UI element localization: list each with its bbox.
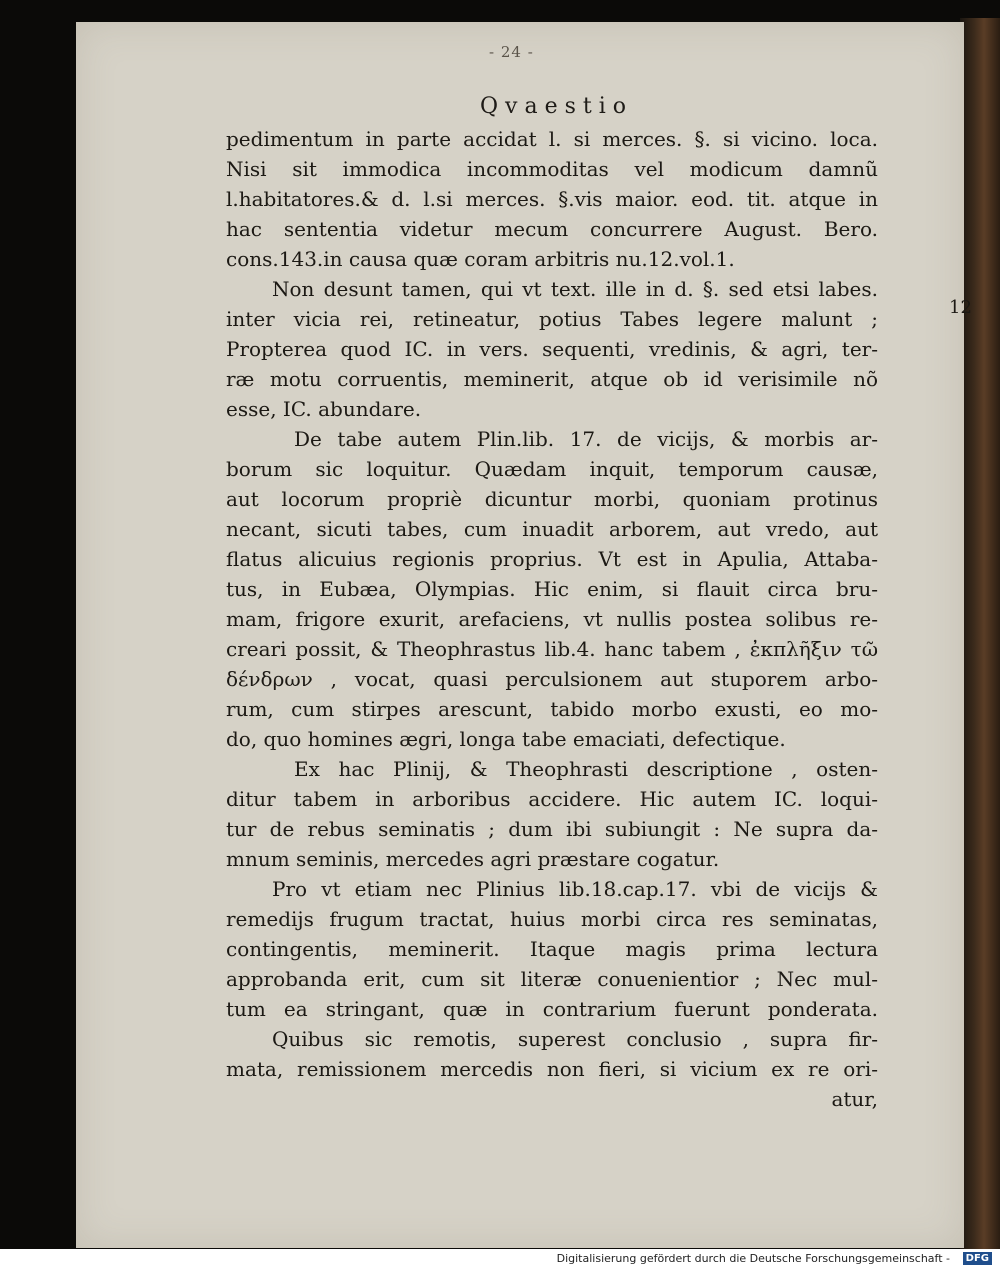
footer-credit: Digitalisierung gefördert durch die Deutsche Forschungsgemeinschaft -: [556, 1252, 950, 1265]
text-line: tur de rebus seminatis ; dum ibi subiungit : Ne supra da-: [226, 817, 878, 841]
text-line: tum ea stringant, quæ in contrarium fuerunt ponderata.: [226, 997, 878, 1021]
text-line: contingentis, meminerit. Itaque magis prima lectura: [226, 937, 878, 961]
body-text: [226, 124, 878, 1114]
text-line: tus, in Eubæa, Olympias. Hic enim, si flauit circa bru-: [226, 577, 878, 601]
text-line: mam, frigore exurit, arefaciens, vt nullis postea solibus re-: [226, 607, 878, 631]
text-line: mata, remissionem mercedis non fieri, si vicium ex re ori-: [226, 1057, 878, 1081]
footer-bar: [0, 1249, 1000, 1269]
text-line: creari possit, & Theophrastus lib.4. hanc tabem , ἐκπλῆξιν τῶ: [226, 637, 878, 661]
text-line: rum, cum stirpes arescunt, tabido morbo exusti, eo mo-: [226, 697, 878, 721]
text-line: cons.143.in causa quæ coram arbitris nu.12.vol.1.: [226, 247, 735, 271]
text-line: ditur tabem in arboribus accidere. Hic autem IC. loqui-: [226, 787, 878, 811]
text-line: Propterea quod IC. in vers. sequenti, vredinis, & agri, ter-: [226, 337, 878, 361]
text-line: Non desunt tamen, qui vt text. ille in d. §. sed etsi labes.: [272, 277, 878, 301]
dfg-logo: DFG: [963, 1252, 992, 1265]
text-line: Nisi sit immodica incommoditas vel modicum damnũ: [226, 157, 878, 181]
text-line: borum sic loquitur. Quædam inquit, temporum causæ,: [226, 457, 878, 481]
text-line: Ex hac Plinij, & Theophrasti descriptione , osten-: [294, 757, 878, 781]
margin-note: 12: [949, 297, 972, 318]
text-line: do, quo homines ægri, longa tabe emaciati, defectique.: [226, 727, 786, 751]
text-line: approbanda erit, cum sit literæ conuenientior ; Nec mul-: [226, 967, 878, 991]
page-number: - 24 -: [489, 43, 534, 61]
text-line: esse, IC. abundare.: [226, 397, 422, 421]
text-line: remedijs frugum tractat, huius morbi circa res seminatas,: [226, 907, 878, 931]
text-line: Quibus sic remotis, superest conclusio , supra fir-: [272, 1027, 878, 1051]
text-line: l.habitatores.& d. l.si merces. §.vis maior. eod. tit. atque in: [226, 187, 878, 211]
text-line: δένδρων , vocat, quasi perculsionem aut stuporem arbo-: [226, 667, 878, 691]
book-edge: [960, 18, 1000, 1250]
text-line: inter vicia rei, retineatur, potius Tabes legere malunt ;: [226, 307, 878, 331]
text-line: Pro vt etiam nec Plinius lib.18.cap.17. vbi de vicijs &: [272, 877, 878, 901]
text-line: aut locorum propriè dicuntur morbi, quoniam protinus: [226, 487, 878, 511]
text-line: flatus alicuius regionis proprius. Vt est in Apulia, Attaba-: [226, 547, 878, 571]
text-line: hac sententia videtur mecum concurrere August. Bero.: [226, 217, 878, 241]
running-head: Qvaestio: [480, 94, 634, 119]
text-line: De tabe autem Plin.lib. 17. de vicijs, & morbis ar-: [294, 427, 878, 451]
text-line: ræ motu corruentis, meminerit, atque ob id verisimile nõ: [226, 367, 878, 391]
text-line: necant, sicuti tabes, cum inuadit arborem, aut vredo, aut: [226, 517, 878, 541]
text-line: mnum seminis, mercedes agri præstare cogatur.: [226, 847, 720, 871]
text-line: atur,: [831, 1087, 878, 1111]
text-line: pedimentum in parte accidat l. si merces. §. si vicino. loca.: [226, 127, 878, 151]
